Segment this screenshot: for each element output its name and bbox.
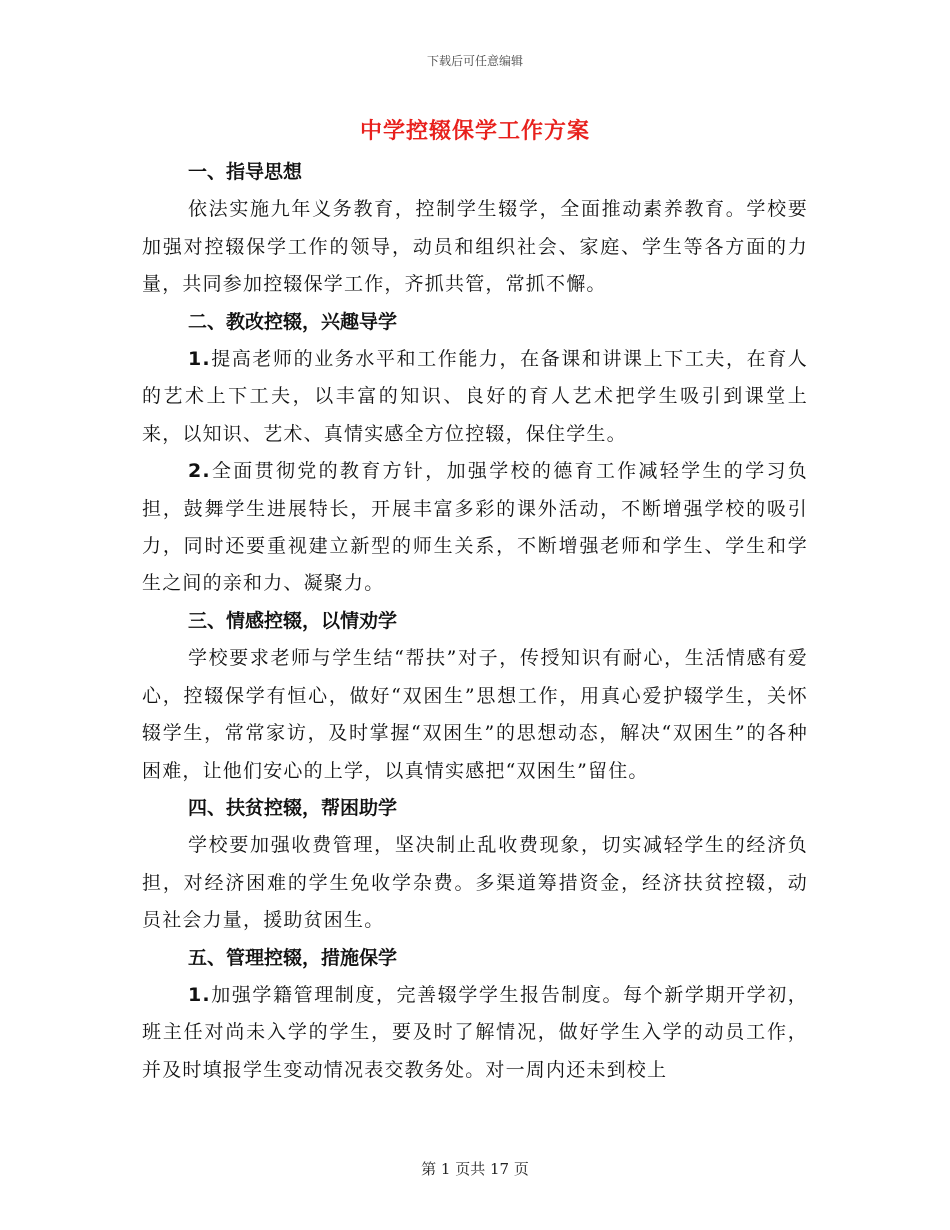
document-body — [142, 154, 808, 1089]
item-text: 全面贯彻党的教育方针，加强学校的德育工作减轻学生的学习负担，鼓舞学生进展特长，开展丰富多彩的课外活动，不断增强学校的吸引力，同时还要重视建立新型的师生关系，不断增强老师和学生、学生和学生之间的亲和力、凝聚力。 — [142, 460, 808, 595]
item-text: 加强学籍管理制度，完善辍学学生报告制度。每个新学期开学初，班主任对尚未入学的学生，要及时了解情况，做好学生入学的动员工作，并及时填报学生变动情况表交教务处。对一周内还未到校上 — [142, 983, 808, 1081]
section-4-paragraph: 学校要加强收费管理，坚决制止乱收费现象，切实减轻学生的经济负担，对经济困难的学生免收学杂费。多渠道筹措资金，经济扶贫控辍，动员社会力量，援助贫困生。 — [142, 834, 808, 932]
section-2-paragraph-2 — [142, 453, 808, 603]
section-1-paragraph: 依法实施九年义务教育，控制学生辍学，全面推动素养教育。学校要加强对控辍保学工作的领导，动员和组织社会、家庭、学生等各方面的力量，共同参加控辍保学工作，齐抓共管，常抓不懈。 — [142, 198, 808, 296]
item-text: 提高老师的业务水平和工作能力，在备课和讲课上下工夫，在育人的艺术上下工夫，以丰富的知识、良好的育人艺术把学生吸引到课堂上来，以知识、艺术、真情实感全方位控辍，保住学生。 — [142, 348, 808, 445]
item-number: 2. — [188, 460, 211, 483]
item-number: 1. — [188, 983, 211, 1006]
section-heading-1: 一、指导思想 — [188, 161, 303, 183]
section-5-paragraph-1 — [142, 977, 808, 1089]
header-note: 下载后可任意编辑 — [426, 54, 523, 68]
section-3-paragraph: 学校要求老师与学生结“帮扶”对子，传授知识有耐心，生活情感有爱心，控辍保学有恒心，做好“双困生”思想工作，用真心爱护辍学生，关怀辍学生，常常家访，及时掌握“双困生”的思想动态，解决“双困生”的各种困难，让他们安心的上学，以真情实感把“双困生”留住。 — [142, 647, 808, 782]
section-heading-4: 四、扶贫控辍，帮困助学 — [188, 796, 398, 819]
section-2-paragraph-1 — [142, 341, 808, 453]
section-heading-5: 五、管理控辍，措施保学 — [188, 946, 398, 969]
document-title: 中学控辍保学工作方案 — [359, 119, 590, 144]
item-number: 1. — [188, 348, 211, 371]
section-heading-2: 二、教改控辍，兴趣导学 — [188, 310, 398, 333]
section-heading-3: 三、情感控辍，以情劝学 — [188, 609, 398, 632]
page-footer: 第 1 页共 17 页 — [421, 1160, 529, 1178]
